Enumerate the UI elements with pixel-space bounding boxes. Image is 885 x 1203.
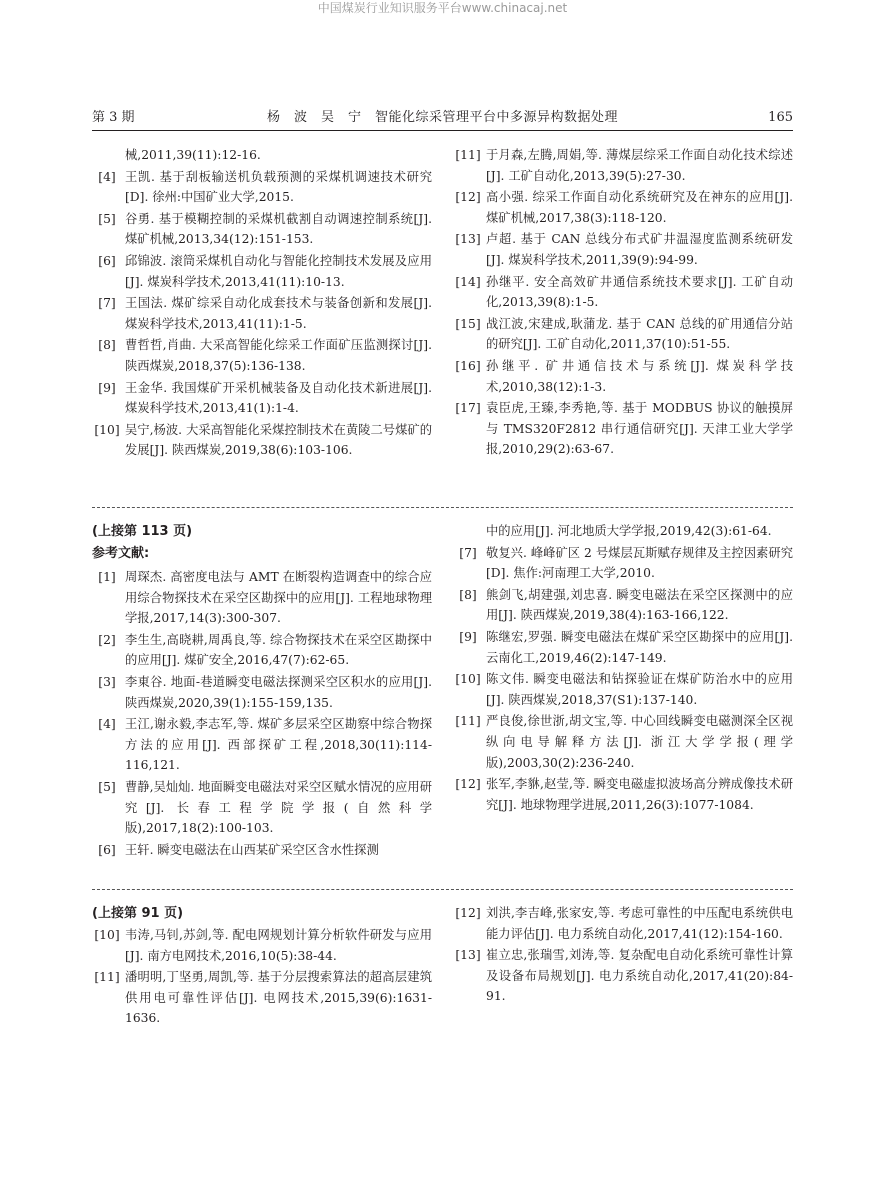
- reference-text: 王江,谢永毅,李志军,等. 煤矿多层采空区勘察中综合物探方法的应用[J]. 西部探矿工程,2018,30(11):114-116,121.: [125, 717, 432, 773]
- reference-text: 王凯. 基于刮板输送机负载预测的采煤机调速技术研究[D]. 徐州:中国矿业大学,2015.: [125, 169, 432, 205]
- reference-item: [453, 187, 793, 228]
- reference-number: [12]: [455, 777, 481, 792]
- reference-text: 曹静,吴灿灿. 地面瞬变电磁法对采空区赋水情况的应用研究[J]. 长春工程学院学报(自然科学版),2017,18(2):100-103.: [125, 779, 432, 836]
- reference-text: 敬复兴. 峰峰矿区 2 号煤层瓦斯赋存规律及主控因素研究[D]. 焦作:河南理工大学,2010.: [486, 545, 793, 581]
- reference-text: 李東谷. 地面-巷道瞬变电磁法探测采空区积水的应用[J]. 陕西煤炭,2020,39(1):155-159,135.: [125, 674, 432, 710]
- block1-left-column: [92, 145, 432, 462]
- reference-item: [92, 967, 432, 1029]
- reference-number: [11]: [455, 714, 481, 729]
- reference-item: [453, 398, 793, 460]
- reference-item: [92, 251, 432, 292]
- reference-item: [453, 145, 793, 186]
- reference-text: 陈继宏,罗强. 瞬变电磁法在煤矿采空区勘探中的应用[J]. 云南化工,2019,46(2):147-149.: [486, 629, 793, 665]
- reference-item: [453, 903, 793, 944]
- reference-number: [16]: [455, 358, 481, 373]
- reference-text: 孙继平. 安全高效矿井通信系统技术要求[J]. 工矿自动化,2013,39(8):1-5.: [486, 274, 793, 310]
- reference-number: [4]: [98, 169, 116, 184]
- reference-item: [453, 314, 793, 355]
- reference-text: 于月森,左腾,周娟,等. 薄煤层综采工作面自动化技术综述[J]. 工矿自动化,2013,39(5):27-30.: [486, 148, 793, 183]
- issue-number: 第 3 期: [92, 110, 135, 125]
- reference-item: [453, 627, 793, 668]
- reference-item: [453, 945, 793, 1007]
- block3-right-column: [453, 903, 793, 1008]
- reference-text: 熊剑飞,胡建强,刘忠喜. 瞬变电磁法在采空区探测中的应用[J]. 陕西煤炭,2019,38(4):163-166,122.: [486, 587, 793, 623]
- reference-text: 陈文伟. 瞬变电磁法和钻探验证在煤矿防治水中的应用[J]. 陕西煤炭,2018,37(S1):137-140.: [486, 672, 793, 707]
- reference-item: [92, 567, 432, 629]
- reference-text: 战江波,宋建成,耿蒲龙. 基于 CAN 总线的矿用通信分站的研究[J]. 工矿自动化,2011,37(10):51-55.: [486, 316, 793, 352]
- reference-item: [453, 543, 793, 584]
- reference-item: [453, 356, 793, 397]
- reference-number: [6]: [98, 253, 116, 268]
- reference-number: [8]: [98, 338, 116, 353]
- reference-number: [11]: [94, 970, 120, 985]
- reference-item: [92, 840, 432, 861]
- reference-item: [92, 420, 432, 461]
- reference-number: [7]: [98, 296, 116, 311]
- watermark: 中国煤炭行业知识服务平台www.chinacaj.net: [317, 1, 568, 15]
- block2-right-column: [453, 521, 793, 816]
- reference-number: [17]: [455, 401, 481, 416]
- reference-item: [92, 777, 432, 839]
- reference-number: [3]: [98, 674, 116, 689]
- reference-number: [5]: [98, 779, 116, 794]
- reference-item: [92, 672, 432, 713]
- block1-right-column: [453, 145, 793, 461]
- reference-text: 崔立忠,张瑞雪,刘涛,等. 复杂配电自动化系统可靠性计算及设备布局规划[J]. 电力系统自动化,2017,41(20):84-91.: [486, 948, 793, 1004]
- reference-text: 卢超. 基于 CAN 总线分布式矿井温湿度监测系统研发[J]. 煤炭科学技术,2011,39(9):94-99.: [486, 232, 793, 267]
- reference-item: [92, 714, 432, 776]
- reference-number: [9]: [459, 629, 477, 644]
- reference-item: [92, 209, 432, 250]
- section-divider: [92, 507, 793, 508]
- reference-item: [92, 167, 432, 208]
- references-heading: 参考文献:: [92, 546, 150, 561]
- reference-item: [453, 585, 793, 626]
- reference-number: [12]: [455, 906, 481, 920]
- reference-number: [14]: [455, 274, 481, 289]
- reference-text: 刘洪,李吉峰,张家安,等. 考虑可靠性的中压配电系统供电能力评估[J]. 电力系统自动化,2017,41(12):154-160.: [486, 906, 793, 941]
- running-title: 杨 波 吴 宁 智能化综采管理平台中多源异构数据处理: [266, 110, 618, 125]
- header-rule: [92, 130, 793, 131]
- reference-item: [453, 711, 793, 773]
- reference-text: 王金华. 我国煤矿开采机械装备及自动化技术新进展[J]. 煤炭科学技术,2013,41(1):1-4.: [125, 380, 432, 416]
- reference-number: [1]: [98, 570, 116, 584]
- reference-text: 邱锦波. 滚筒采煤机自动化与智能化控制技术发展及应用[J]. 煤炭科学技术,2013,41(11):10-13.: [125, 253, 432, 289]
- reference-text: 严良俊,徐世浙,胡文宝,等. 中心回线瞬变电磁测深全区视纵向电导解释方法[J]. 浙江大学学报(理学版),2003,30(2):236-240.: [486, 714, 793, 770]
- page-number: 165: [768, 110, 793, 125]
- continued-from-label: (上接第 91 页): [92, 906, 184, 921]
- reference-number: [13]: [455, 232, 481, 247]
- reference-number: [12]: [455, 190, 481, 205]
- reference-number: [11]: [455, 148, 481, 162]
- reference-item: [92, 630, 432, 671]
- reference-number: [10]: [94, 928, 120, 942]
- reference-item: [453, 272, 793, 313]
- reference-text: 张军,李貅,赵莹,等. 瞬变电磁虚拟波场高分辨成像技术研究[J]. 地球物理学进展,2011,26(3):1077-1084.: [486, 777, 793, 812]
- reference-number: [13]: [455, 948, 481, 963]
- reference-item: [92, 293, 432, 334]
- reference-text: 李生生,高晓耕,周禹良,等. 综合物探技术在采空区勘探中的应用[J]. 煤矿安全,2016,47(7):62-65.: [125, 632, 432, 668]
- reference-text: 孙继平. 矿井通信技术与系统[J]. 煤炭科学技术,2010,38(12):1-3.: [486, 358, 793, 394]
- reference-number: [7]: [459, 545, 477, 560]
- reference-number: [6]: [98, 842, 116, 857]
- reference-text: 韦涛,马钊,苏剑,等. 配电网规划计算分析软件研发与应用[J]. 南方电网技术,2016,10(5):38-44.: [125, 928, 432, 963]
- reference-text: 吴宁,杨波. 大采高智能化采煤控制技术在黄陵二号煤矿的发展[J]. 陕西煤炭,2019,38(6):103-106.: [125, 422, 432, 458]
- reference-number: [10]: [455, 672, 481, 687]
- continuation-text: 中的应用[J]. 河北地质大学学报,2019,42(3):61-64.: [486, 524, 772, 538]
- reference-text: 曹哲哲,肖曲. 大采高智能化综采工作面矿压监测探讨[J]. 陕西煤炭,2018,37(5):136-138.: [125, 338, 432, 373]
- section-divider: [92, 889, 793, 890]
- reference-text: 高小强. 综采工作面自动化系统研究及在神东的应用[J]. 煤矿机械,2017,38(3):118-120.: [486, 190, 793, 225]
- reference-text: 王轩. 瞬变电磁法在山西某矿采空区含水性探测: [125, 842, 379, 857]
- reference-number: [15]: [455, 316, 481, 331]
- continued-from-label: (上接第 113 页): [92, 524, 193, 539]
- block2-left-column: [92, 521, 432, 861]
- reference-item: [453, 774, 793, 815]
- reference-number: [10]: [94, 422, 120, 437]
- reference-number: [8]: [459, 587, 477, 602]
- reference-text: 王国法. 煤矿综采自动化成套技术与装备创新和发展[J]. 煤炭科学技术,2013,41(11):1-5.: [125, 296, 432, 331]
- reference-number: [9]: [98, 380, 116, 395]
- reference-text: 袁臣虎,王臻,李秀艳,等. 基于 MODBUS 协议的触摸屏与 TMS320F2812 串行通信研究[J]. 天津工业大学学报,2010,29(2):63-67.: [486, 401, 793, 457]
- reference-text: 谷勇. 基于模糊控制的采煤机截割自动调速控制系统[J]. 煤矿机械,2013,34(12):151-153.: [125, 211, 432, 247]
- reference-text: 周琛杰. 高密度电法与 AMT 在断裂构造调查中的综合应用综合物探技术在采空区勘探中的应用[J]. 工程地球物理学报,2017,14(3):300-307.: [125, 570, 432, 626]
- reference-item: [453, 229, 793, 270]
- reference-number: [5]: [98, 211, 116, 226]
- reference-item: [453, 669, 793, 710]
- reference-item: [92, 925, 432, 966]
- reference-item: [92, 378, 432, 419]
- reference-number: [2]: [98, 632, 116, 647]
- running-header: [92, 108, 793, 130]
- reference-text: 潘明明,丁坚勇,周凯,等. 基于分层搜索算法的超高层建筑供用电可靠性评估[J]. 电网技术,2015,39(6):1631-1636.: [125, 970, 432, 1026]
- block3-left-column: [92, 903, 432, 1030]
- reference-item: [92, 335, 432, 376]
- continuation-text: 械,2011,39(11):12-16.: [125, 148, 261, 162]
- reference-number: [4]: [98, 717, 116, 732]
